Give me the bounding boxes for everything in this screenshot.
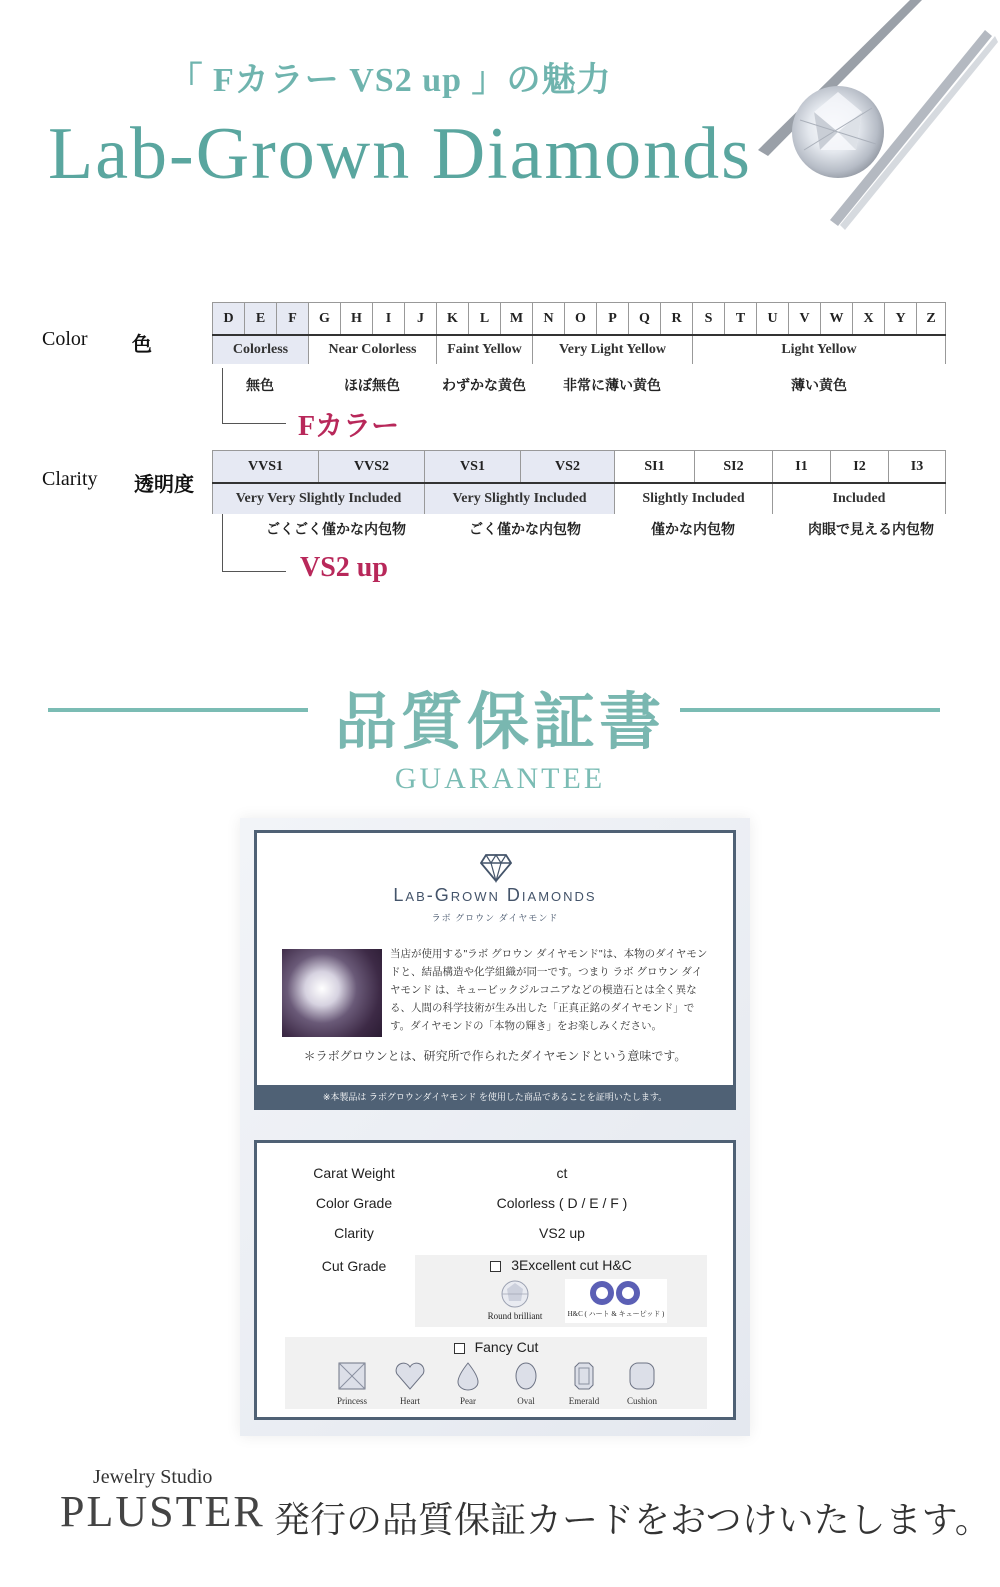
color-grade: V bbox=[788, 303, 820, 334]
clarity-grade: I1 bbox=[772, 451, 830, 482]
clarity-group: Included bbox=[772, 484, 946, 514]
color-group-jp: 無色 bbox=[246, 379, 274, 394]
guarantee-card-front bbox=[254, 830, 736, 1110]
footer-studio: Jewelry Studio bbox=[93, 1466, 213, 1488]
color-group: Faint Yellow bbox=[436, 336, 532, 364]
color-group: Very Light Yellow bbox=[532, 336, 692, 364]
clarity-group-jp: 僅かな内包物 bbox=[651, 523, 735, 538]
pear-cut-icon bbox=[452, 1361, 484, 1391]
tweezer-diamond-illustration bbox=[740, 0, 1000, 240]
color-group-jp: 薄い黄色 bbox=[791, 379, 847, 394]
card-note: ＊ラボグロウンとは、研究所で作られたダイヤモンドという意味です。 bbox=[303, 1049, 687, 1063]
color-grade: E bbox=[244, 303, 276, 334]
color-label-jp: 色 bbox=[132, 334, 152, 356]
color-group-jp: ほぼ無色 bbox=[344, 379, 400, 394]
clarity-group-jp: ごくごく僅かな内包物 bbox=[266, 523, 406, 538]
fancy-cut-checkbox[interactable] bbox=[454, 1343, 465, 1354]
clarity-label-en: Clarity bbox=[42, 468, 98, 490]
clarity-grade: VS2 bbox=[520, 451, 614, 482]
excellent-cut-checkbox[interactable] bbox=[490, 1261, 501, 1272]
shape-emerald bbox=[559, 1361, 609, 1406]
color-grade: W bbox=[820, 303, 852, 334]
color-grade: P bbox=[596, 303, 628, 334]
card-brand-title: Lab-Grown Diamonds bbox=[393, 885, 597, 905]
clarity-group: Slightly Included bbox=[614, 484, 772, 514]
color-jp-row bbox=[212, 372, 946, 398]
spec-value-clarity: VS2 up bbox=[539, 1225, 585, 1241]
color-grade-row bbox=[212, 302, 946, 334]
round-brilliant-label: Round brilliant bbox=[487, 1311, 543, 1321]
clarity-grade: VS1 bbox=[424, 451, 520, 482]
color-grade: T bbox=[724, 303, 756, 334]
clarity-grade: VVS1 bbox=[212, 451, 318, 482]
spec-value-color: Colorless ( D / E / F ) bbox=[496, 1195, 628, 1211]
card-description: 当店が使用する"ラボ グロウン ダイヤモンド"は、本物のダイヤモンドと、結晶構造や化学組織が同一です。つまり ラボ グロウン ダイヤモンド は、キュービックジルコニアなどの模造石とは全く異なる、人間の科学技術が生み出した「正真正銘のダイヤモンド」です。ダイヤモンドの「本物の輝き」をお楽しみください。 bbox=[390, 948, 708, 1032]
diamond-photo bbox=[282, 949, 382, 1037]
fancy-cut-label: Fancy Cut bbox=[474, 1339, 539, 1355]
spec-label-color: Color Grade bbox=[315, 1195, 393, 1211]
spec-label-cut: Cut Grade bbox=[321, 1258, 387, 1274]
color-grade: S bbox=[692, 303, 724, 334]
shape-label: Pear bbox=[460, 1396, 476, 1406]
shape-label: Princess bbox=[337, 1396, 367, 1406]
cut-excellent-box bbox=[415, 1255, 707, 1327]
round-brilliant-icon bbox=[498, 1279, 532, 1309]
hearts-arrows-icon bbox=[588, 1279, 644, 1307]
shape-princess bbox=[327, 1361, 377, 1406]
color-grade: Z bbox=[916, 303, 946, 334]
color-group: Colorless bbox=[212, 336, 308, 364]
clarity-highlight: VS2 up bbox=[300, 552, 388, 583]
color-grade: M bbox=[500, 303, 532, 334]
color-grade: N bbox=[532, 303, 564, 334]
guarantee-title: 品質保証書 bbox=[334, 689, 665, 757]
color-grade: K bbox=[436, 303, 468, 334]
shape-heart bbox=[385, 1361, 435, 1406]
card-brand-kana: ラボ グロウン ダイヤモンド bbox=[431, 913, 559, 923]
clarity-bracket bbox=[222, 514, 286, 572]
color-bracket bbox=[222, 368, 286, 424]
color-grade: D bbox=[212, 303, 244, 334]
princess-cut-icon bbox=[336, 1361, 368, 1391]
diamond-logo-icon bbox=[480, 853, 512, 883]
hearts-arrows-label: H&C ( ハート & キューピッド ) bbox=[567, 1310, 665, 1318]
color-highlight: Fカラー bbox=[298, 411, 400, 442]
excellent-cut-label: 3Excellent cut H&C bbox=[511, 1257, 632, 1273]
clarity-grade: I3 bbox=[888, 451, 946, 482]
color-grade: H bbox=[340, 303, 372, 334]
color-grade: G bbox=[308, 303, 340, 334]
guarantee-subtitle: GUARANTEE bbox=[394, 762, 606, 795]
shape-label: Oval bbox=[517, 1396, 535, 1406]
color-group-row bbox=[212, 334, 946, 364]
heart-cut-icon bbox=[394, 1361, 426, 1391]
clarity-grade-row bbox=[212, 450, 946, 482]
color-grade: I bbox=[372, 303, 404, 334]
clarity-grade: SI2 bbox=[694, 451, 772, 482]
color-grade: U bbox=[756, 303, 788, 334]
shape-pear bbox=[443, 1361, 493, 1406]
clarity-jp-row bbox=[212, 516, 946, 542]
shape-label: Emerald bbox=[568, 1396, 600, 1406]
color-grade: O bbox=[564, 303, 596, 334]
color-grade: X bbox=[852, 303, 884, 334]
clarity-group-row bbox=[212, 482, 946, 514]
footer-brand: PLUSTER bbox=[60, 1487, 265, 1536]
spec-value-carat: ct bbox=[556, 1165, 568, 1181]
header-title: Lab-Grown Diamonds bbox=[48, 113, 752, 195]
card-certification-bar: ※本製品は ラボグロウンダイヤモンド を使用した商品であることを証明いたします。 bbox=[257, 1085, 733, 1107]
clarity-grade: VVS2 bbox=[318, 451, 424, 482]
clarity-grade: I2 bbox=[830, 451, 888, 482]
clarity-grade: SI1 bbox=[614, 451, 694, 482]
spec-label-clarity: Clarity bbox=[334, 1225, 374, 1241]
clarity-group: Very Very Slightly Included bbox=[212, 484, 424, 514]
guarantee-card-specs bbox=[254, 1140, 736, 1420]
clarity-group-jp: 肉眼で見える内包物 bbox=[808, 523, 934, 538]
color-grade: J bbox=[404, 303, 436, 334]
cushion-cut-icon bbox=[626, 1361, 658, 1391]
color-group-jp: 非常に薄い黄色 bbox=[563, 379, 661, 394]
clarity-group-jp: ごく僅かな内包物 bbox=[469, 523, 581, 538]
color-grade: Q bbox=[628, 303, 660, 334]
clarity-group: Very Slightly Included bbox=[424, 484, 614, 514]
oval-cut-icon bbox=[510, 1361, 542, 1391]
emerald-cut-icon bbox=[568, 1361, 600, 1391]
clarity-label-jp: 透明度 bbox=[134, 474, 194, 496]
color-group-jp: わずかな黄色 bbox=[442, 379, 526, 394]
shape-label: Heart bbox=[400, 1396, 420, 1406]
spec-label-carat: Carat Weight bbox=[313, 1165, 395, 1181]
color-grade: F bbox=[276, 303, 308, 334]
shape-label: Cushion bbox=[626, 1396, 657, 1406]
color-label-en: Color bbox=[42, 328, 88, 350]
color-grade: L bbox=[468, 303, 500, 334]
color-grade: R bbox=[660, 303, 692, 334]
color-grade: Y bbox=[884, 303, 916, 334]
fancy-cut-box bbox=[285, 1337, 707, 1409]
color-group: Light Yellow bbox=[692, 336, 946, 364]
header-subtitle: 「 Fカラー VS2 up 」の魅力 bbox=[168, 62, 612, 99]
shape-oval bbox=[501, 1361, 551, 1406]
footer-message: 発行の品質保証カードをおつけいたします。 bbox=[274, 1500, 991, 1540]
color-group: Near Colorless bbox=[308, 336, 436, 364]
shape-cushion bbox=[617, 1361, 667, 1406]
